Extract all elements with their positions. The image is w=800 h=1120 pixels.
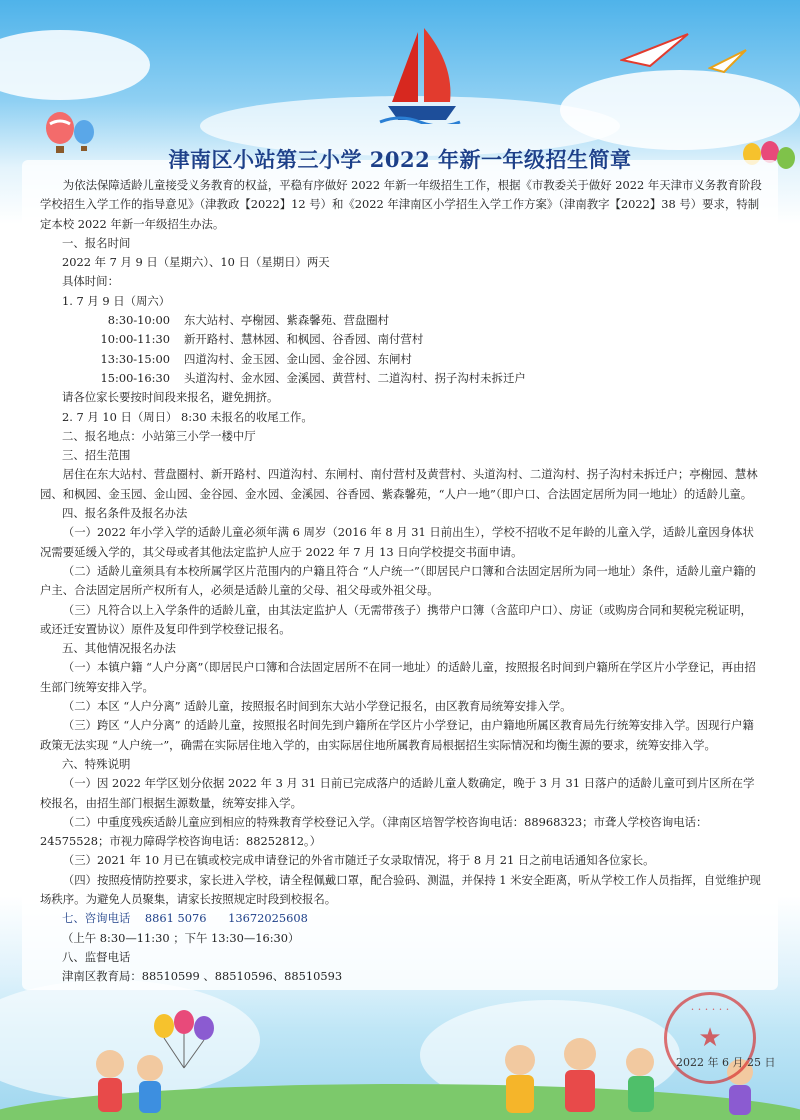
contact-phones: 8861 5076 13672025608 [144, 911, 308, 926]
document-body [40, 176, 762, 986]
section-heading-supervision: 八、监督电话 [62, 949, 131, 964]
paper-plane-icon [708, 48, 748, 74]
section-heading-special: 六、特殊说明 [62, 756, 131, 771]
schedule-notice: 请各位家长要按时间段来报名，避免拥挤。 [62, 390, 279, 405]
official-seal [664, 992, 756, 1084]
section-heading-other: 五、其他情况报名办法 [62, 641, 176, 656]
conditions-item: （一）2022 年小学入学的适龄儿童必须年满 6 周岁（2016 年 8 月 31 日前出生），学校不招收不足年龄的儿童入学，适龄儿童因身体状况需要延缓入学的，其父母或者其他法定监护人应于 2022 年 7 月 13 日向学校提交书面申请。 [40, 525, 754, 559]
seal-star-icon: ★ [698, 1023, 722, 1053]
schedule-time: 8:30-10:00 [107, 313, 170, 328]
special-item: （三）2021 年 10 月已在镇或校完成申请登记的外省市随迁子女录取情况，将于 8 月 21 日之前电话通知各位家长。 [62, 853, 655, 868]
schedule-time: 15:00-16:30 [100, 370, 170, 385]
cloud [0, 30, 150, 100]
section-heading-scope: 三、招生范围 [62, 448, 131, 463]
registration-dates: 2022 年 7 月 9 日（星期六）、10 日（星期日）两天 [62, 255, 330, 270]
section-heading-contact: 七、咨询电话 [62, 911, 131, 926]
day1-label: 1. 7 月 9 日（周六） [62, 293, 171, 308]
day2-label: 2. 7 月 10 日（周日） 8:30 未报名的收尾工作。 [62, 409, 313, 424]
schedule-areas: 头道沟村、金水园、金溪园、黄营村、二道沟村、拐子沟村未拆迁户 [184, 370, 526, 385]
schedule-time: 13:30-15:00 [100, 351, 170, 366]
page-title: 津南区小站第三小学 2022 年新一年级招生简章 [168, 147, 632, 173]
seal-date: 2022 年 6 月 25 日 [676, 1056, 776, 1069]
detail-label: 具体时间： [62, 274, 119, 289]
section-heading-conditions: 四、报名条件及报名办法 [62, 506, 188, 521]
schedule-areas: 四道沟村、金玉园、金山园、金谷园、东闸村 [184, 351, 412, 366]
section-heading-location: 二、报名地点：小站第三小学一楼中厅 [62, 428, 256, 443]
intro-paragraph: 为依法保障适龄儿童接受义务教育的权益，平稳有序做好 2022 年新一年级招生工作，根据《市教委关于做好 2022 年天津市义务教育阶段学校招生入学工作的指导意见》（津教政【2022】12 号）和《2022 年津南区小学招生入学工作方案》（津南教字【2022】38 号）要求，特制定本校 2022 年新一年级招生办法。 [40, 178, 762, 231]
scope-paragraph: 居住在东大站村、营盘圈村、新开路村、四道沟村、东闸村、南付营村及黄营村、头道沟村、二道沟村、拐子沟村未拆迁户；亭榭园、慧林园、和枫园、金玉园、金山园、金谷园、金水园、金溪园、谷香园、紫森馨苑，“人户一地”（即户口、合法固定居所为同一地址）的适龄儿童。 [40, 467, 758, 501]
other-item: （三）跨区 “人户分离” 的适龄儿童，按照报名时间先到户籍所在学区片小学登记，由户籍地所属区教育局先行统筹安排入学。因现行户籍政策无法实现 “人户统一”，确需在实际居住地入学的，由实际居住地所属教育局根据招生实际情况和均衡生源的要求，统筹安排入学。 [40, 718, 754, 752]
schedule-row [40, 369, 762, 388]
other-item: （一）本镇户籍 “人户分离”（即居民户口簿和合法固定居所不在同一地址）的适龄儿童，按照报名时间到户籍所在学区片小学登记，再由招生部门统筹安排入学。 [40, 660, 756, 694]
special-item: （一）因 2022 年学区划分依据 2022 年 3 月 31 日前已完成落户的适龄儿童人数确定，晚于 3 月 31 日落户的适龄儿童可到片区所在学校报名，由招生部门根据生源数量，统筹安排入学。 [40, 776, 755, 810]
special-item: （四）按照疫情防控要求，家长进入学校，请全程佩戴口罩，配合验码、测温，并保持 1 米安全距离，听从学校工作人员指挥，自觉维护现场秩序。为避免人员聚集，请家长按照规定时段到校报名。 [40, 872, 761, 906]
contact-hours: （上午 8:30—11:30 ；下午 13:30—16:30） [62, 930, 300, 945]
paper-plane-icon [620, 30, 690, 70]
sailboat-logo [370, 24, 470, 124]
schedule-areas: 新开路村、慧林园、和枫园、谷香园、南付营村 [184, 332, 424, 347]
contact-line [40, 909, 762, 928]
schedule-areas: 东大站村、亭榭园、紫森馨苑、营盘圈村 [184, 313, 390, 328]
seal-text: · · · · · · [690, 1003, 730, 1016]
schedule-time: 10:00-11:30 [100, 332, 170, 347]
schedule-row [40, 330, 762, 349]
other-item: （二）本区 “人户分离” 适龄儿童，按照报名时间到东大站小学登记报名，由区教育局统筹安排入学。 [62, 699, 572, 714]
section-heading-time: 一、报名时间 [62, 235, 131, 250]
supervision-phones: 津南区教育局：88510599 、88510596、88510593 [62, 969, 343, 984]
conditions-item: （二）适龄儿童须具有本校所属学区片范围内的户籍且符合 “人户统一”（即居民户口簿和合法固定居所为同一地址）条件，适龄儿童户籍的户主、合法固定居所产权所有人，必须是适龄儿童的父母、祖父母或外祖父母。 [40, 563, 756, 598]
schedule-row [40, 350, 762, 369]
conditions-item: （三）凡符合以上入学条件的适龄儿童，由其法定监护人（无需带孩子）携带户口簿（含蓝印户口）、房证（或购房合同和契税完税证明，或还迁安置协议）原件及复印件到学校登记报名。 [40, 602, 752, 636]
special-item: （二）中重度残疾适龄儿童应到相应的特殊教育学校登记入学。（津南区培智学校咨询电话：88968323；市聋人学校咨询电话：24575528；市视力障碍学校咨询电话：88252812。） [40, 814, 708, 849]
schedule-row [40, 311, 762, 330]
